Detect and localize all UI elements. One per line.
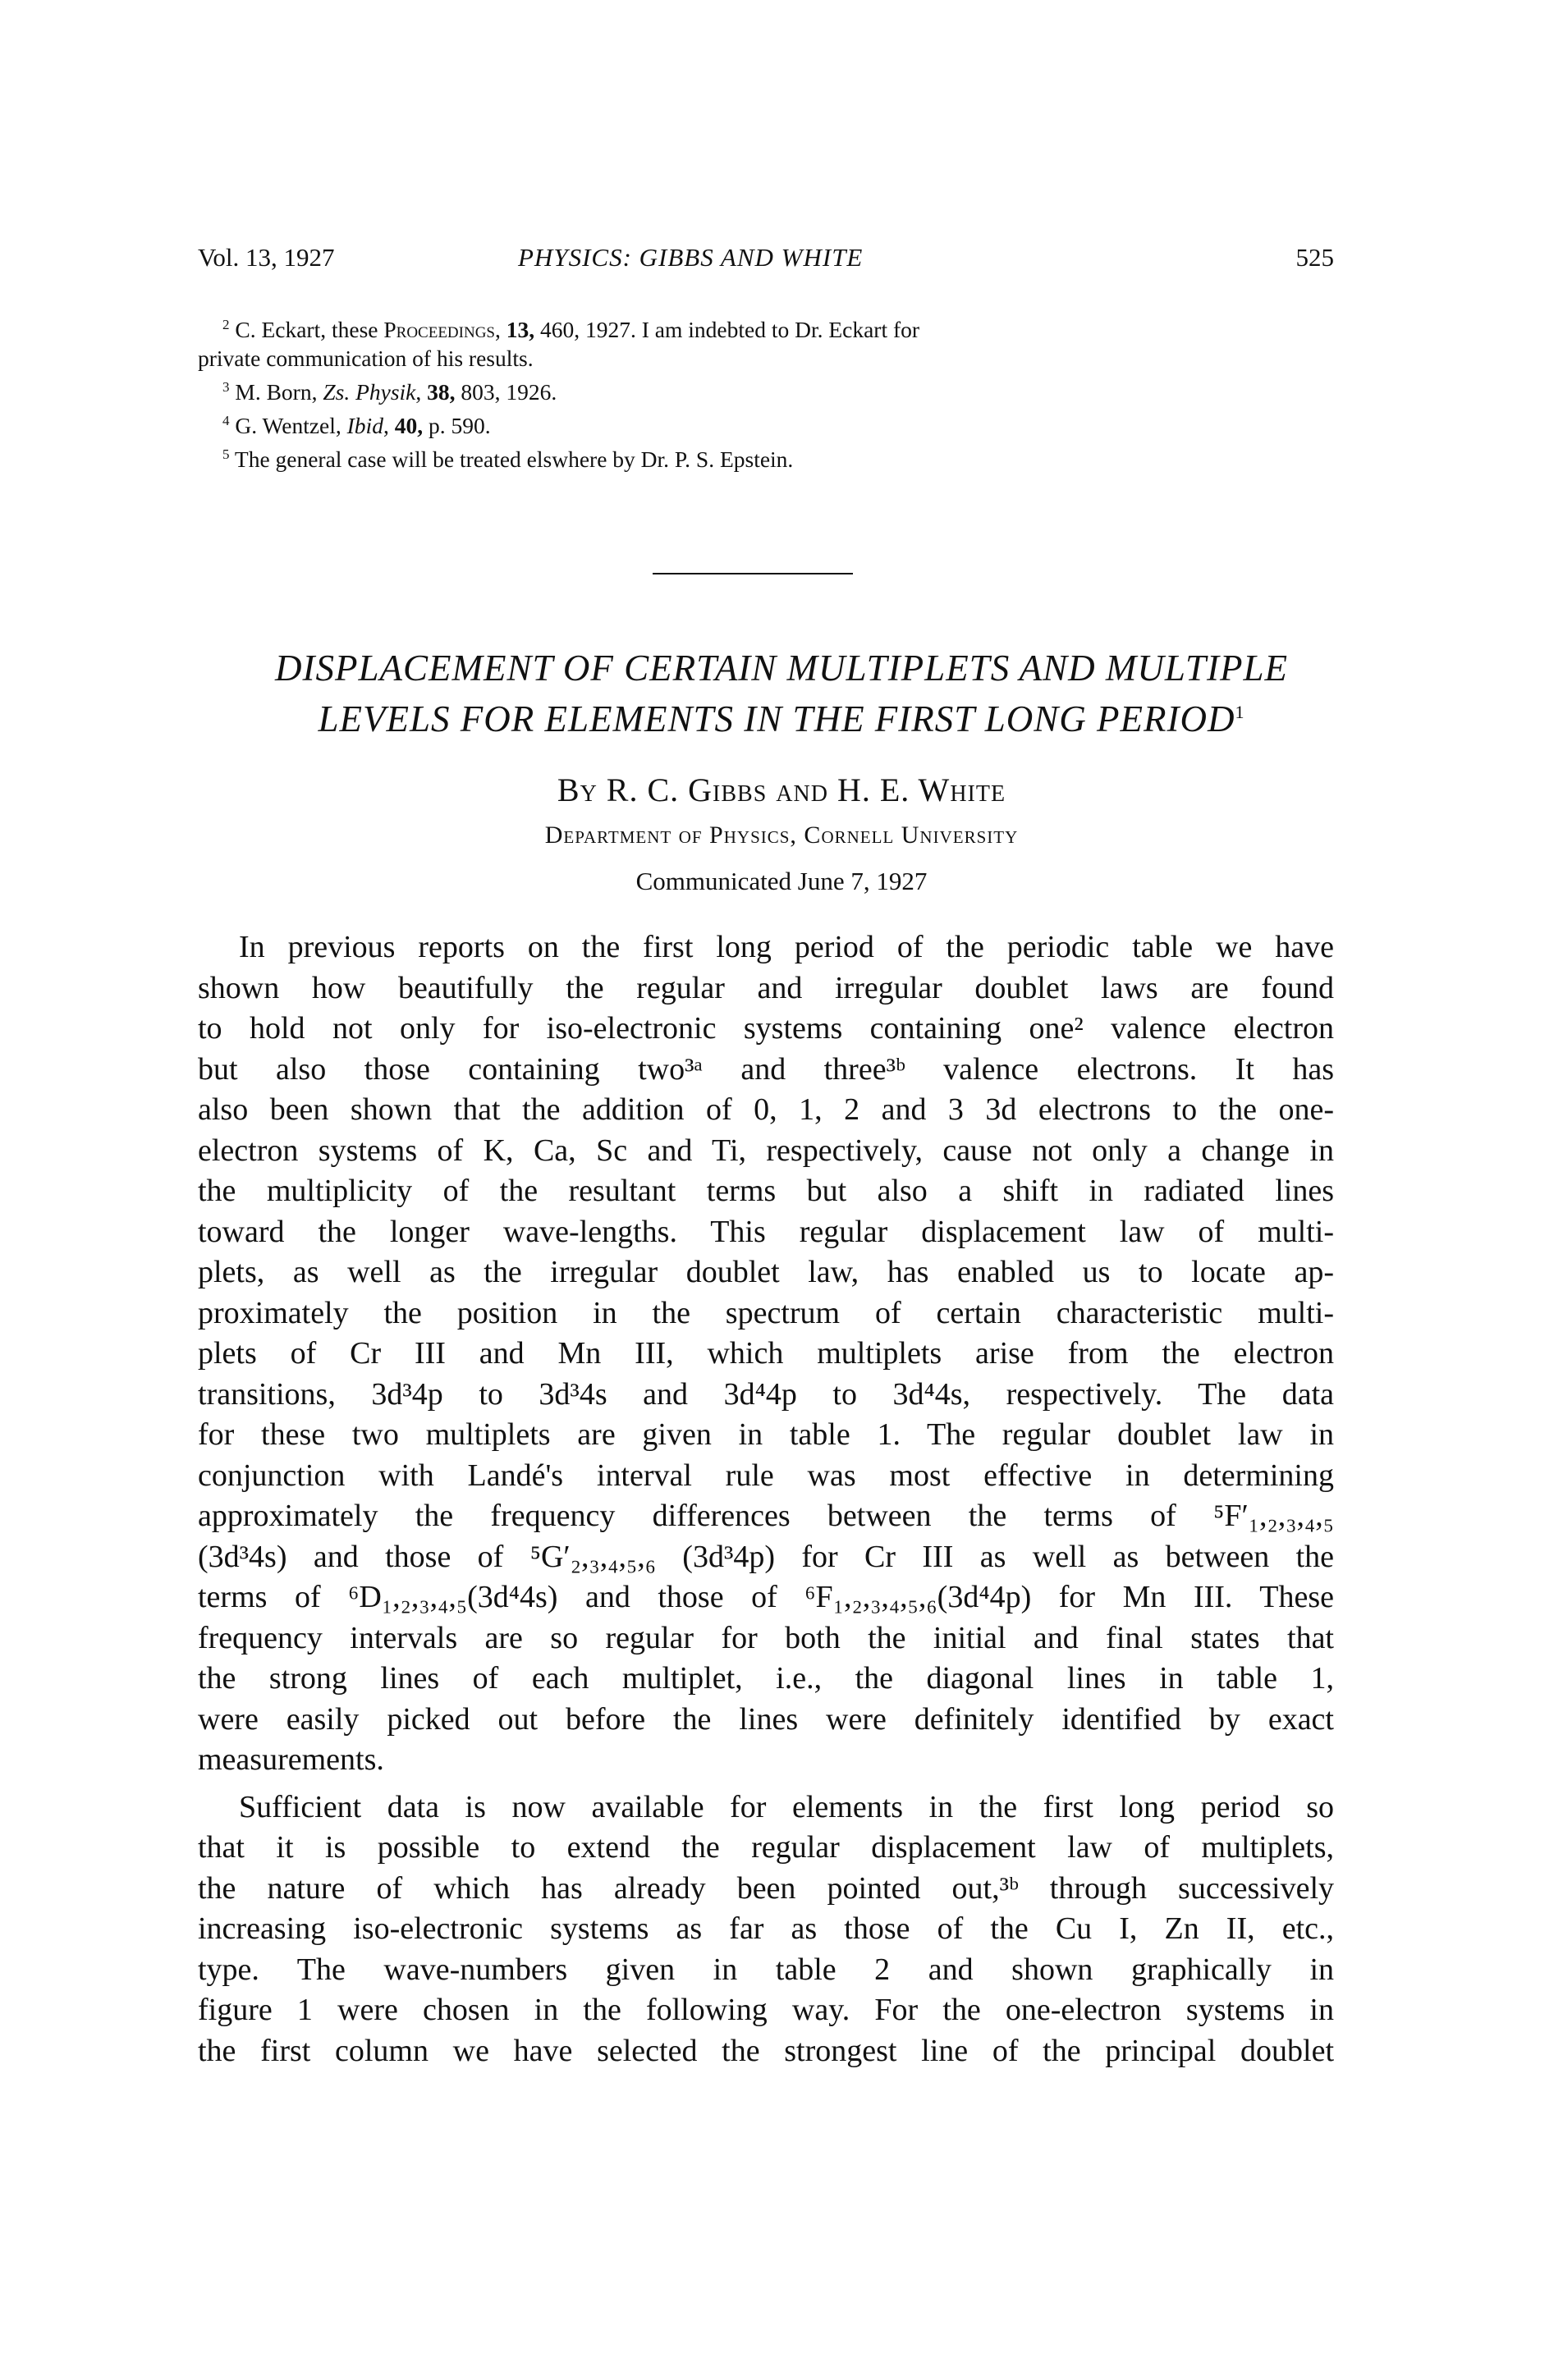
footnote-2-continuation: private communication of his results. [198, 346, 534, 372]
footnote-3: $^3$ M. Born, Zs. Physik, 38, 803, 1926. [222, 379, 557, 405]
text-line: measurements. [198, 1742, 384, 1777]
text-line: for these two multiplets are given in table 1. The regular doublet law in [198, 1417, 1334, 1452]
running-head-volume: Vol. 13, 1927 [198, 243, 335, 272]
text-line: plets of Cr III and Mn III, which multiplets arise from the electron [198, 1336, 1334, 1371]
text-line: toward the longer wave-lengths. This regular displacement law of multi- [198, 1214, 1334, 1249]
text-line: the first column we have selected the strongest line of the principal doublet [198, 2033, 1334, 2068]
title-footnote-mark: 1 [1235, 702, 1245, 722]
article-title [164, 647, 1399, 741]
paragraph-2 [198, 1787, 1334, 2072]
article-title-line-2: LEVELS FOR ELEMENTS IN THE FIRST LONG PERIOD$^1$ [318, 698, 1245, 739]
text-line: the strong lines of each multiplet, i.e., the diagonal lines in table 1, [198, 1661, 1334, 1696]
text-line: transitions, 3d³4p to 3d³4s and 3d⁴4p to 3d⁴4s, respectively. The data [198, 1376, 1334, 1412]
text-line: proximately the position in the spectrum of certain characteristic multi- [198, 1295, 1334, 1330]
section-divider [653, 573, 853, 574]
running-head [198, 243, 1334, 284]
running-head-title: PHYSICS: GIBBS AND WHITE [518, 243, 864, 272]
text-line: approximately the frequency differences between the terms of ⁵F′₁,₂,₃,₄,₅ [198, 1499, 1334, 1533]
footnote-2: $^2$ C. Eckart, these Proceedings, 13, 460, 1927. I am indebted to Dr. Eckart for [222, 317, 920, 343]
text-line: plets, as well as the irregular doublet law, has enabled us to locate ap- [198, 1255, 1334, 1289]
text-line: shown how beautifully the regular and irregular doublet laws are found [198, 970, 1334, 1005]
text-line: Sufficient data is now available for elements in the first long period so [239, 1789, 1334, 1824]
footnote-5: $^5$ The general case will be treated elswhere by Dr. P. S. Epstein. [222, 446, 794, 473]
text-line: electron systems of K, Ca, Sc and Ti, respectively, cause not only a change in [198, 1133, 1334, 1168]
footnotes [198, 310, 1334, 474]
text-line: (3d³4s) and those of ⁵G′₂,₃,₄,₅,₆ (3d³4p) for Cr III as well as between the [198, 1539, 1334, 1574]
text-line: to hold not only for iso-electronic systems containing one² valence electron [198, 1011, 1334, 1046]
article-authors: By R. C. Gibbs and H. E. White [557, 771, 1006, 808]
text-line: conjunction with Landé's interval rule was most effective in determining [198, 1458, 1334, 1493]
text-line: also been shown that the addition of 0, 1, 2 and 3 3d electrons to the one- [198, 1092, 1334, 1127]
article-title-line-1: DISPLACEMENT OF CERTAIN MULTIPLETS AND MULTIPLE [274, 648, 1289, 689]
text-line: the multiplicity of the resultant terms but also a shift in radiated lines [198, 1174, 1334, 1208]
text-line: In previous reports on the first long period of the periodic table we have [239, 930, 1334, 964]
article-body [198, 927, 1334, 2071]
footnote-4: $^4$ G. Wentzel, Ibid, 40, p. 590. [222, 413, 491, 439]
text-line: type. The wave-numbers given in table 2 and shown graphically in [198, 1952, 1334, 1987]
text-line: that it is possible to extend the regular displacement law of multiplets, [198, 1830, 1334, 1865]
text-line: were easily picked out before the lines were definitely identified by exact [198, 1701, 1334, 1737]
text-line: frequency intervals are so regular for both the initial and final states that [198, 1620, 1334, 1655]
text-line: the nature of which has already been pointed out,³ᵇ through successively [198, 1870, 1334, 1906]
page-number: 525 [1295, 243, 1334, 272]
paragraph-1 [198, 927, 1334, 1781]
text-line: terms of ⁶D₁,₂,₃,₄,₅(3d⁴4s) and those of ⁶F₁,₂,₃,₄,₅,₆(3d⁴4p) for Mn III. These [198, 1580, 1334, 1614]
text-line: figure 1 were chosen in the following way. For the one-electron systems in [198, 1993, 1334, 2027]
text-line: but also those containing two³ᵃ and three³ᵇ valence electrons. It has [198, 1051, 1334, 1087]
communicated-date: Communicated June 7, 1927 [635, 867, 928, 895]
author-affiliation: Department of Physics, Cornell University [544, 822, 1019, 849]
text-line: increasing iso-electronic systems as far as those of the Cu I, Zn II, etc., [198, 1911, 1334, 1946]
